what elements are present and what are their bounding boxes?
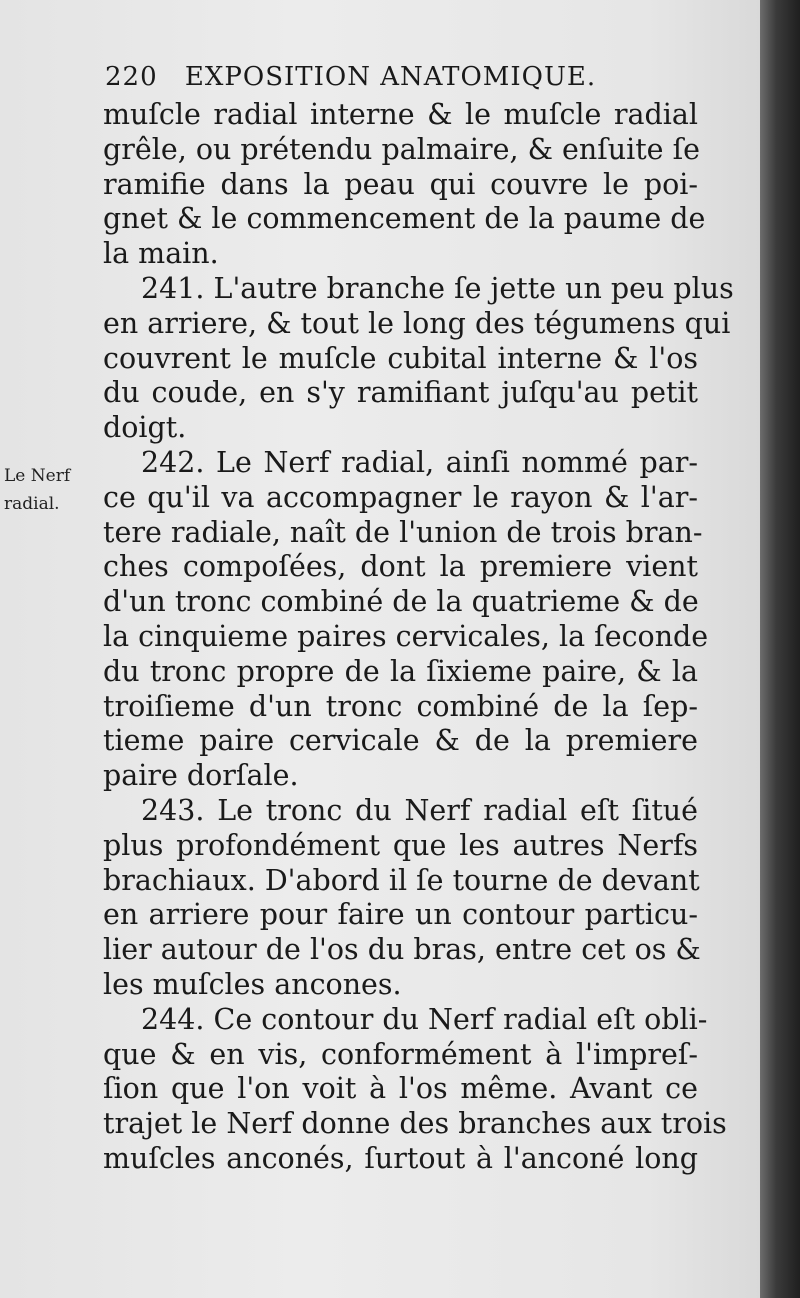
- body-text: [103, 98, 734, 1177]
- text-line: tieme paire cervicale & de la premiere: [103, 724, 698, 758]
- text-line: d'un tronc combiné de la quatrieme & de: [103, 585, 699, 619]
- text-line: troiſieme d'un tronc combiné de la ſep-: [103, 689, 698, 723]
- text-line: plus profondément que les autres Nerfs: [103, 828, 698, 862]
- text-line: que & en vis, conformément à l'impreſ-: [103, 1037, 698, 1071]
- text-line: lier autour de l'os du bras, entre cet os &: [103, 933, 701, 967]
- text-line: couvrent le muſcle cubital interne & l'os: [103, 341, 698, 375]
- text-line: les muſcles ancones.: [103, 967, 402, 1001]
- paragraph-243-start: 243. Le tronc du Nerf radial eſt ſitué: [141, 793, 698, 827]
- text-line: muſcles anconés, ſurtout à l'anconé long: [103, 1141, 698, 1175]
- margin-note-line-2: radial.: [4, 494, 60, 514]
- paragraph-241-start: 241. L'autre branche ſe jette un peu plus: [141, 271, 734, 305]
- text-line: du coude, en s'y ramifiant juſqu'au petit: [103, 376, 698, 410]
- text-line: brachiaux. D'abord il ſe tourne de devant: [103, 863, 700, 897]
- text-line: ce qu'il va accompagner le rayon & l'ar-: [103, 480, 698, 514]
- text-line: en arriere pour faire un contour particu-: [103, 898, 698, 932]
- text-line: trajet le Nerf donne des branches aux trois: [103, 1107, 727, 1141]
- text-line: la main.: [103, 237, 219, 271]
- margin-note-line-1: Le Nerf: [4, 466, 71, 486]
- text-line: la cinquieme paires cervicales, la ſeconde: [103, 619, 709, 653]
- text-line: ramifie dans la peau qui couvre le poi-: [103, 167, 698, 201]
- page-edge-shadow: [760, 0, 800, 1298]
- page-number: 220: [105, 62, 158, 92]
- text-line: doigt.: [103, 411, 187, 445]
- text-line: muſcle radial interne & le muſcle radial: [103, 98, 698, 131]
- paragraph-242-start: 242. Le Nerf radial, ainſi nommé par-: [141, 445, 698, 479]
- text-line: gnet & le commencement de la paume de: [103, 202, 706, 236]
- running-title: EXPOSITION ANATOMIQUE.: [184, 62, 597, 92]
- text-line: paire dorſale.: [103, 759, 299, 793]
- running-header: [105, 62, 705, 102]
- text-line: ches compoſées, dont la premiere vient: [103, 550, 698, 584]
- text-line: ſion que l'on voit à l'os même. Avant ce: [103, 1072, 698, 1106]
- text-line: tere radiale, naît de l'union de trois bran-: [103, 515, 703, 549]
- text-line: du tronc propre de la ſixieme paire, & la: [103, 654, 698, 688]
- paragraph-244-start: 244. Ce contour du Nerf radial eſt obli-: [141, 1002, 708, 1036]
- text-line: grêle, ou prétendu palmaire, & enſuite ſe: [103, 132, 701, 166]
- text-line: en arriere, & tout le long des tégumens qui: [103, 306, 731, 340]
